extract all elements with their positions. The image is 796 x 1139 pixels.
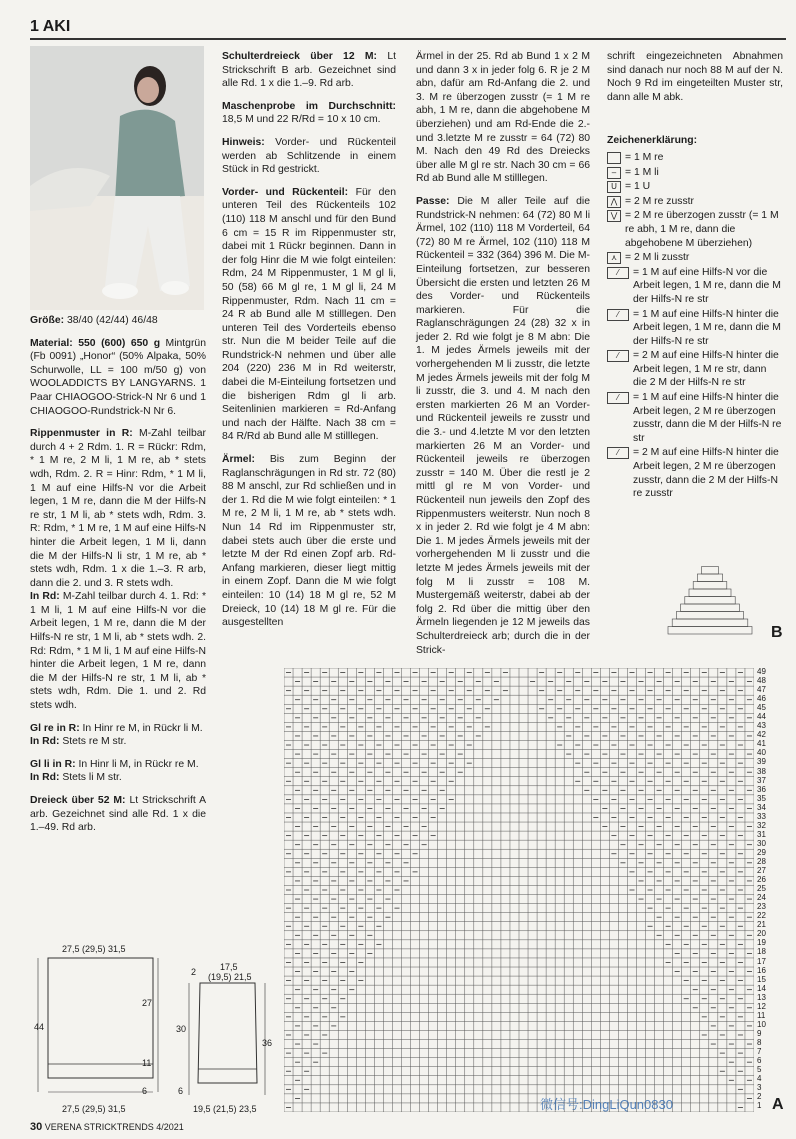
- glre-rd-label: In Rd:: [30, 736, 60, 748]
- material-text: Mintgrün (Fb 0091) „Honor“ (50% Alpaka, 50% Schurwolle, LL = 100 m/50 g) von WOOLADDICTS BY LANGYARNS. 1 Paar CHIAOGOO-Strick-N Nr 6 und 1 CHIAOGOO-Rundstrick-N Nr 6.: [30, 337, 206, 417]
- model-photo: [30, 46, 204, 310]
- row-number: 40: [757, 748, 766, 758]
- aermel-label: Ärmel:: [222, 454, 255, 466]
- schematic-sleeve-height: 30: [176, 1024, 187, 1034]
- row-number: 44: [757, 712, 766, 722]
- column-2: [222, 50, 396, 639]
- watermark: 微信号:DingLiQun0830: [540, 1097, 673, 1112]
- row-number: 38: [757, 766, 766, 776]
- legend-symbol-icon: ⁄: [607, 350, 629, 362]
- row-number: 4: [757, 1074, 762, 1084]
- dreieck-text: Lt Strickschrift A arb. Gezeichnet sind alle Rd. 1 x die 1.–49. Rd arb.: [30, 795, 206, 834]
- chart-b-row: [672, 619, 748, 627]
- legend-symbol-icon: ⁄: [607, 309, 629, 321]
- schematic-sleeve-bottom: 19,5 (21,5) 23,5: [193, 1104, 257, 1114]
- chart-b-label: B: [771, 624, 783, 641]
- legend-text: = 2 M re zusstr: [625, 195, 695, 207]
- row-number: 36: [757, 784, 766, 794]
- maschen-label: Maschenprobe im Durchschnitt:: [222, 100, 396, 112]
- row-number: 13: [757, 992, 766, 1002]
- glre-label: Gl re in R:: [30, 722, 80, 734]
- legend-text: = 2 M li zusstr: [625, 252, 690, 264]
- row-number: 5: [757, 1065, 762, 1075]
- glli-text: In Hinr li M, in Rückr re M.: [75, 758, 199, 770]
- legend-text: = 2 M auf eine Hilfs-N hinter die Arbeit legen, 1 M re str, dann die 2 M der Hilfs-N re str: [633, 350, 779, 389]
- legend-title: Zeichenerklärung:: [607, 135, 698, 147]
- legend-text: = 1 M auf eine Hilfs-N hinter die Arbeit legen, 2 M re überzogen zusstr, dann die M der Hilfs-N re str: [633, 392, 782, 444]
- row-number: 2: [757, 1092, 762, 1102]
- legend-item: [607, 151, 783, 165]
- legend-text: = 2 M auf eine Hilfs-N hinter die Arbeit legen, 2 M re überzogen zusstr, dann die 2 M der Hilfs-N re zusstr: [633, 447, 779, 500]
- hinweis-label: Hinweis:: [222, 136, 265, 148]
- legend-text: = 1 M li: [625, 166, 659, 178]
- row-number: 27: [757, 866, 766, 876]
- schematic-body-h1: 27: [142, 998, 153, 1008]
- schulter-text: Lt Strickschrift B arb. Gezeichnet sind alle Rd. 1 x die 1.–9. Rd arb.: [222, 51, 396, 90]
- schematic-sleeve-side: 36: [262, 1038, 273, 1048]
- vr-label: Vorder- und Rückenteil:: [222, 186, 349, 198]
- legend-symbol-icon: ⁄: [607, 447, 629, 459]
- chart-a-label: A: [772, 1096, 784, 1113]
- legend-symbol-icon: ⋁: [607, 210, 621, 222]
- legend-symbol-icon: [607, 152, 621, 164]
- legend-symbol-icon: ⁄: [607, 267, 629, 279]
- legend-item: [607, 391, 783, 445]
- row-number: 28: [757, 856, 766, 866]
- legend-item: [607, 446, 783, 500]
- vr-text: Für den unteren Teil des Rückenteils 102 (110) 118 M anschl und für den Bund 6 cm = 15 R im Rippenmuster str, dabei mit 1 Rückr beginnen. Dann in der folg Hinr die M wie folgt einteilen: Rdm, 24 M Rippenmuster, 1 M gl li, 50 (58) 66 M gl re, 1 M gl li, 24 M Rippenmuster, Rdm. Nach 11 cm = 24 R ab Bund alle M stilllegen. Den unteren Teil des Vorderteils ebenso str. Nun die M beider Teile auf die Rundstrick-N nehmen und über alle 204 (220) 236 M in Rd weiterstr, dabei die M-Einteilung fortsetzen und die bisherigen Rdm gl li arb. Seitenlinien markieren = Rd-Anfang und nach der Hälfte. Nach 38 cm = 84 R/Rd ab Bund alle M stilllegen.: [222, 186, 396, 443]
- row-number: 15: [757, 974, 766, 984]
- row-number: 6: [757, 1056, 762, 1066]
- legend-item: [607, 180, 783, 194]
- row-number: 19: [757, 938, 766, 948]
- row-number: 29: [757, 847, 766, 857]
- schematic-sleeve-h3: 6: [178, 1086, 184, 1096]
- rib-rd-text: M-Zahl teilbar durch 4. 1. Rd: * 1 M li, 1 M auf eine Hilfs-N vor die Arbeit legen, 1 M re, dann die M der Hilfs-N re str, 1 M li, ab * stets wdh. 2. Rd: Rdm, * 1 M li, 1 M auf eine Hilfs-N hinter die Arbeit legen, 1 M re, dann die M der Hilfs-N re str, 1 M li, ab * stets wdh, Rdm. Die 1. und 2. Rd stets wdh.: [30, 591, 207, 712]
- chart-b-row: [685, 597, 735, 605]
- col3-paragraph: Ärmel in der 25. Rd ab Bund 1 x 2 M und dann 3 x in jeder folg 6. R je 2 M abn, dafür am Rd-Anfang die 2. und 3. M re überzogen zusstr (= 1 M re abh, 1 M re, dann die abgehobene M überziehen) und am Rd-Ende die 2.- und 3.letzte M re zusstr = 64 (72) 80 M. Nach den 49 Rd des Dreiecks über alle M gl re str. Nach 30 cm = 66 Rd ab Bund alle M stilllegen.: [416, 51, 590, 185]
- row-number: 7: [757, 1046, 762, 1056]
- row-number: 16: [757, 965, 766, 975]
- chart-b-row: [676, 612, 743, 620]
- legend-text: = 1 M re: [625, 151, 664, 163]
- row-number: 24: [757, 893, 766, 903]
- glre-text: In Hinr re M, in Rückr li M.: [79, 722, 203, 734]
- row-number: 35: [757, 793, 766, 803]
- row-number: 48: [757, 676, 766, 686]
- row-number: 46: [757, 694, 766, 704]
- row-number: 32: [757, 820, 766, 830]
- legend-symbol-icon: U: [607, 181, 621, 193]
- glli-label: Gl li in R:: [30, 758, 76, 770]
- row-number: 33: [757, 811, 766, 821]
- legend-item: [607, 308, 783, 349]
- row-number: 1: [757, 1101, 762, 1111]
- legend-item: [607, 266, 783, 307]
- page-title: 1 AKI: [30, 18, 71, 35]
- rib-label: Rippenmuster in R:: [30, 428, 133, 440]
- legend-list: [607, 151, 783, 501]
- header-rule: [30, 38, 786, 40]
- row-number: 23: [757, 902, 766, 912]
- schematic-body-h2: 11: [142, 1058, 152, 1068]
- schematic-sleeve-top2: 17,5: [220, 962, 238, 972]
- row-number: 47: [757, 685, 766, 695]
- legend-item: [607, 209, 783, 250]
- row-number: 43: [757, 721, 766, 731]
- row-number: 11: [757, 1010, 766, 1020]
- row-number: 25: [757, 884, 766, 894]
- schematic-sleeve-top1: 2: [191, 967, 197, 977]
- legend-symbol-icon: ⋏: [607, 252, 621, 264]
- legend-text: = 1 M auf eine Hilfs-N vor die Arbeit legen, 1 M re, dann die M der Hilfs-N re str: [633, 266, 781, 305]
- chart-b-row: [681, 604, 740, 612]
- legend-symbol-icon: ⁄: [607, 392, 629, 404]
- row-number: 41: [757, 739, 766, 749]
- chart-a-grid: [284, 668, 754, 1112]
- row-number: 12: [757, 1001, 766, 1011]
- row-number: 10: [757, 1019, 766, 1029]
- col4-paragraph: schrift eingezeichneten Abnahmen sind danach nur noch 88 M auf der N. Noch 9 Rd im eingeteilten Muster str, dann alle M abk.: [607, 51, 783, 103]
- legend-text: = 1 M auf eine Hilfs-N hinter die Arbeit legen, 1 M re, dann die M der Hilfs-N re str: [633, 308, 781, 347]
- legend-item: [607, 166, 783, 180]
- chart-b-row: [668, 627, 752, 635]
- size-text: 38/40 (42/44) 46/48: [64, 315, 158, 326]
- schematic-body-h3: 6: [142, 1086, 148, 1096]
- row-number: 18: [757, 947, 766, 957]
- legend-symbol-icon: ⋀: [607, 196, 621, 208]
- hinweis-text: Vorder- und Rückenteil werden ab Schlitzende in einem Stück in Rd gestrickt.: [222, 136, 396, 176]
- rib-text: M-Zahl teilbar durch 4 + 2 Rdm. 1. R = Rückr: Rdm, * 1 M re, 2 M li, 1 M re, ab * stets wdh, Rdm. 2. R = Hinr: Rdm, * 1 M li, 1 M auf eine Hilfs-N vor die Arbeit legen, 1 M re, dann die M der Hilfs-N re str, 1 M li, ab * stets wdh, Rdm. 3. R: Rdm, * 1 M re, 1 M auf eine Hilfs-N hinter die Arbeit legen, 1 M li, dann die M der Hilfs-N li str, 1 M re, ab * stets wdh, Rdm. 1 x die 1.–3. R arb, dann die 2. und 3. R stets wdh.: [30, 428, 206, 589]
- chart-a-row-numbers: [757, 668, 766, 1111]
- schematic-body-height: 44: [34, 1022, 45, 1032]
- row-number: 17: [757, 956, 766, 966]
- row-number: 9: [757, 1028, 762, 1038]
- page-number: 30: [30, 1121, 43, 1133]
- glli-rd-label: In Rd:: [30, 772, 60, 784]
- row-number: 49: [757, 667, 766, 676]
- row-number: 8: [757, 1037, 762, 1047]
- schematic-body-bottom: 27,5 (29,5) 31,5: [62, 1104, 126, 1114]
- row-number: 37: [757, 775, 766, 785]
- legend-symbol-icon: –: [607, 167, 621, 179]
- column-4: [607, 50, 783, 502]
- chart-b-row: [702, 567, 719, 575]
- legend-item: [607, 349, 783, 390]
- schematic-sleeve-top3: (19,5) 21,5: [208, 972, 252, 982]
- glre-rd-text: Stets re M str.: [59, 736, 127, 748]
- footer: [30, 1121, 184, 1133]
- dreieck-label: Dreieck über 52 M:: [30, 795, 126, 806]
- legend-text: = 2 M re überzogen zusstr (= 1 M re abh, 1 M re, dann die abgehobene M überziehen): [625, 210, 779, 249]
- glli-rd-text: Stets li M str.: [59, 772, 122, 784]
- aermel-text: Bis zum Beginn der Raglanschrägungen in Rd str. 72 (80) 88 M anschl, zur Rd schließen und in der 1. Rd die M wie folgt einteilen: * 1 M re, 2 M li, 1 M re, ab * stets wdh. Nun 14 Rd im Rippenmuster str, dabei stets auch über die erste und letzte M der Rd einen Zopf arb. Rd-Anfang markieren, dieser liegt mittig in einem Zopf. Dann die M wie folgt einteilen: 10 (14) 18 M gl re, 52 M Dreieck, 10 (14) 18 M gl re. Für die ausgestellten: [222, 454, 396, 629]
- chart-b-grid: [662, 562, 762, 642]
- row-number: 30: [757, 838, 766, 848]
- row-number: 22: [757, 911, 766, 921]
- column-1: [30, 314, 206, 844]
- schulter-label: Schulterdreieck über 12 M:: [222, 51, 378, 62]
- row-number: 34: [757, 802, 766, 812]
- chart-b-row: [689, 589, 731, 597]
- row-number: 21: [757, 920, 766, 930]
- row-number: 3: [757, 1083, 762, 1093]
- row-number: 20: [757, 929, 766, 939]
- maschen-text: 18,5 M und 22 R/Rd = 10 x 10 cm.: [222, 114, 381, 126]
- chart-b-row: [693, 582, 727, 590]
- schematic-body-top: 27,5 (29,5) 31,5: [62, 944, 126, 954]
- row-number: 14: [757, 983, 766, 993]
- magazine-name: VERENA STRICKTRENDS 4/2021: [44, 1122, 184, 1132]
- material-label: Material: 550 (600) 650 g: [30, 337, 161, 349]
- legend-text: = 1 U: [625, 181, 651, 193]
- passe-label: Passe:: [416, 195, 450, 207]
- passe-text: Die M aller Teile auf die Rundstrick-N nehmen: 64 (72) 80 M li Ärmel, 102 (110) 118 M Vorderteil, 64 (72) 80 M re Ärmel, 102 (110) 118 M Rückenteil = 332 (364) 396 M. Die M-Einteilung fortsetzen, zur besseren Übersicht die ersten und letzten 26 M des Vorder- und Rückenteils markieren. Für die Raglanschrägungen 24 (28) 32 x in jeder 2. Rd wie folgt je 8 M abn: Die 1. M jedes Ärmels jeweils mit der vorhergehenden M li zusstr, die letzte M jedes Ärmels jeweils mit der folg M li zusstr, die 3. und 4. M nach den ersten markierten 26 M an Vorder- und Rückenteil jeweils re zusstr und die 3.- und 4.letzte M vor den letzten markierten 26 M an Vorder- und Rückenteil jeweils re überzogen zusstr = 140 M. Über die restl je 2 mittl gl re M von Vorder- und Rückenteil nun jeweils den Zopf des Rippenmusters weiterstr. Nun noch 8 x in jeder 2. Rd wie folgt je 4 M abn: Die 1. M jedes Ärmels jeweils mit der vorhergehenden M li zusstr und die letzte M jedes Ärmels jeweils mit der folg M li zusstr = 108 M. Mustergemäß weiterstr, dabei ab der folg 2. Rd über die mittig über den Ärmeln liegenden je 12 M jeweils das Schulterdreieck arb; durch die in der Strick-: [416, 195, 590, 656]
- legend-item: [607, 195, 783, 209]
- row-number: 45: [757, 703, 766, 713]
- chart-b-row: [697, 574, 722, 582]
- row-number: 26: [757, 875, 766, 885]
- size-label: Größe:: [30, 315, 65, 326]
- rib-rd-label: In Rd:: [30, 591, 60, 603]
- row-number: 31: [757, 829, 766, 839]
- row-number: 42: [757, 730, 766, 740]
- column-3: [416, 50, 590, 666]
- legend-item: [607, 251, 783, 265]
- row-number: 39: [757, 757, 766, 767]
